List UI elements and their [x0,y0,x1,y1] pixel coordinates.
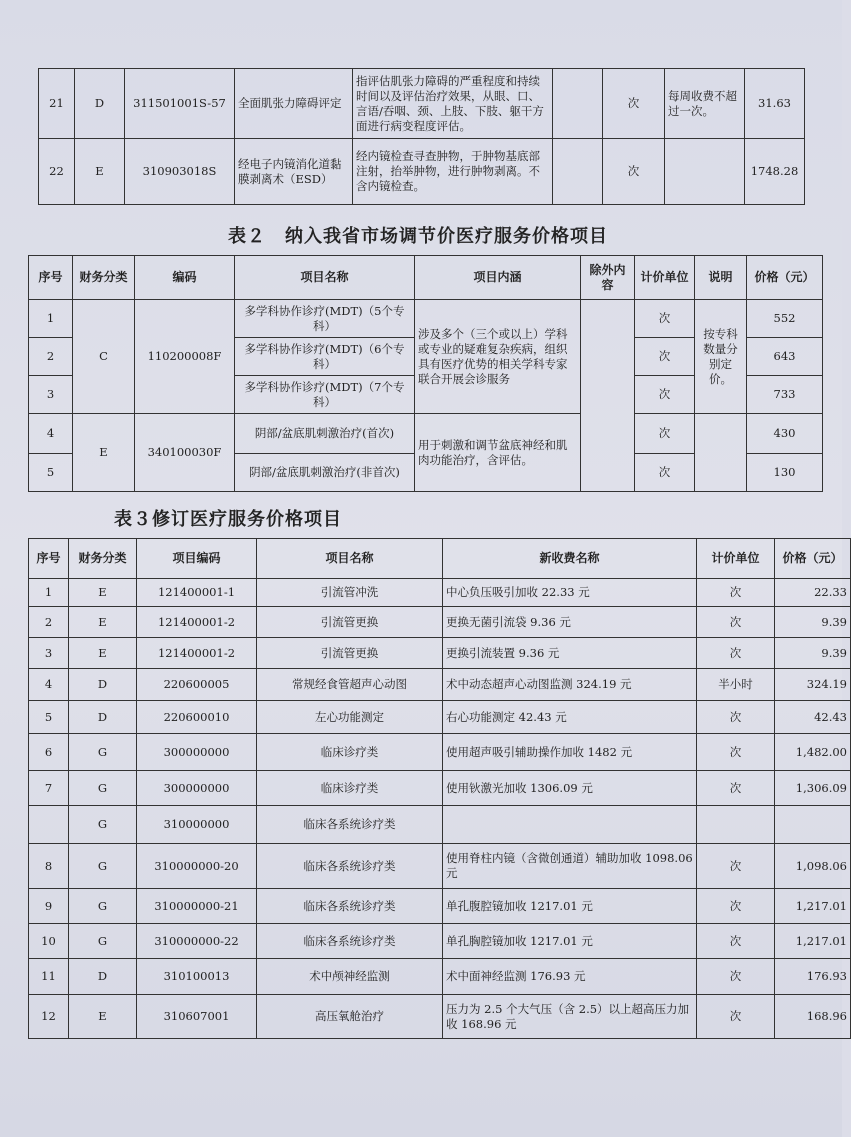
unit-cell [697,806,775,844]
table-row [29,889,851,924]
price-cell: 1,217.01 [775,924,851,959]
price-cell: 324.19 [775,669,851,701]
code-cell: 310100013 [137,959,257,995]
table-row [39,69,805,139]
table-row [29,995,851,1039]
name-cell: 左心功能测定 [257,701,443,734]
category-cell: C [73,300,135,414]
unit-cell: 次 [635,300,695,338]
header-unit: 计价单位 [635,256,695,300]
unit-cell: 次 [697,701,775,734]
table-1-continuation [38,68,805,205]
table-header-row [29,539,851,579]
table-row [29,806,851,844]
newfee-cell: 中心负压吸引加收 22.33 元 [443,579,697,607]
unit-cell: 次 [697,607,775,638]
price-cell: 1,482.00 [775,734,851,771]
seq-cell: 5 [29,454,73,492]
seq-cell: 1 [29,300,73,338]
price-cell [775,806,851,844]
category-cell: E [69,607,137,638]
seq-cell: 4 [29,414,73,454]
header-name: 项目名称 [235,256,415,300]
code-cell: 300000000 [137,734,257,771]
code-cell: 121400001-2 [137,638,257,669]
unit-cell: 次 [697,734,775,771]
header-code: 项目编码 [137,539,257,579]
code-cell: 310000000-22 [137,924,257,959]
seq-cell: 11 [29,959,69,995]
seq-cell: 3 [29,638,69,669]
price-cell: 1,217.01 [775,889,851,924]
name-cell: 临床各系统诊疗类 [257,924,443,959]
seq-cell: 9 [29,889,69,924]
price-cell: 9.39 [775,638,851,669]
exclude-cell [553,139,603,205]
seq-cell: 21 [39,69,75,139]
unit-cell: 次 [603,69,665,139]
category-cell: G [69,806,137,844]
code-cell: 220600005 [137,669,257,701]
seq-cell: 2 [29,338,73,376]
price-cell: 552 [747,300,823,338]
name-cell: 阴部/盆底肌刺激治疗(首次) [235,414,415,454]
content-cell: 指评估肌张力障碍的严重程度和持续时间以及评估治疗效果，从眼、口、言语/吞咽、颈、上肢、下肢、躯干方面进行病变程度评估。 [353,69,553,139]
table-3 [28,538,851,1039]
name-cell: 临床诊疗类 [257,771,443,806]
code-cell: 121400001-1 [137,579,257,607]
unit-cell: 次 [697,638,775,669]
table-row [29,701,851,734]
unit-cell: 次 [697,771,775,806]
category-cell: D [69,701,137,734]
category-cell: G [69,771,137,806]
code-cell: 311501001S-57 [125,69,235,139]
price-cell: 9.39 [775,607,851,638]
price-cell: 168.96 [775,995,851,1039]
unit-cell: 次 [603,139,665,205]
table-row [39,139,805,205]
table-2 [28,255,823,492]
table-row [29,669,851,701]
name-cell: 术中颅神经监测 [257,959,443,995]
table-2-title: 表２ 纳入我省市场调节价医疗服务价格项目 [228,226,608,247]
code-cell: 310000000-21 [137,889,257,924]
table-row [29,300,823,338]
table-row [29,414,823,454]
unit-cell: 次 [697,959,775,995]
unit-cell: 次 [635,338,695,376]
price-cell: 22.33 [775,579,851,607]
price-cell: 430 [747,414,823,454]
newfee-cell: 使用超声吸引辅助操作加收 1482 元 [443,734,697,771]
unit-cell: 次 [635,454,695,492]
header-content: 项目内涵 [415,256,581,300]
code-cell: 220600010 [137,701,257,734]
name-cell: 高压氧舱治疗 [257,995,443,1039]
exclude-cell [553,69,603,139]
header-exclude: 除外内容 [581,256,635,300]
unit-cell: 次 [635,414,695,454]
seq-cell: 7 [29,771,69,806]
price-cell: 1748.28 [745,139,805,205]
content-cell: 涉及多个（三个或以上）学科或专业的疑难复杂疾病，组织具有医疗优势的相关学科专家联合开展会诊服务 [415,300,581,414]
name-cell: 多学科协作诊疗(MDT)（6个专科） [235,338,415,376]
category-cell: D [69,669,137,701]
table-header-row [29,256,823,300]
name-cell: 经电子内镜消化道黏膜剥离术（ESD） [235,139,353,205]
name-cell: 临床诊疗类 [257,734,443,771]
table-row [29,844,851,889]
code-cell: 310000000-20 [137,844,257,889]
seq-cell: 1 [29,579,69,607]
newfee-cell: 使用脊柱内镜（含微创通道）辅助加收 1098.06 元 [443,844,697,889]
table-row [29,638,851,669]
code-cell: 121400001-2 [137,607,257,638]
unit-cell: 次 [697,924,775,959]
table-row [29,607,851,638]
header-seq: 序号 [29,539,69,579]
name-cell: 多学科协作诊疗(MDT)（7个专科） [235,376,415,414]
name-cell: 全面肌张力障碍评定 [235,69,353,139]
price-cell: 733 [747,376,823,414]
seq-cell: 12 [29,995,69,1039]
code-cell: 310607001 [137,995,257,1039]
name-cell: 临床各系统诊疗类 [257,889,443,924]
note-cell: 按专科数量分别定价。 [695,300,747,414]
newfee-cell: 单孔腹腔镜加收 1217.01 元 [443,889,697,924]
unit-cell: 次 [697,844,775,889]
seq-cell: 8 [29,844,69,889]
name-cell: 多学科协作诊疗(MDT)（5个专科） [235,300,415,338]
unit-cell: 次 [697,995,775,1039]
note-cell: 每周收费不超过一次。 [665,69,745,139]
name-cell: 阴部/盆底肌刺激治疗(非首次) [235,454,415,492]
unit-cell: 半小时 [697,669,775,701]
newfee-cell: 术中动态超声心动图监测 324.19 元 [443,669,697,701]
name-cell: 引流管更换 [257,607,443,638]
price-cell: 31.63 [745,69,805,139]
header-code: 编码 [135,256,235,300]
newfee-cell: 右心功能测定 42.43 元 [443,701,697,734]
newfee-cell: 术中面神经监测 176.93 元 [443,959,697,995]
price-cell: 1,306.09 [775,771,851,806]
unit-cell: 次 [697,889,775,924]
header-note: 说明 [695,256,747,300]
category-cell: G [69,889,137,924]
seq-cell: 6 [29,734,69,771]
note-cell [695,414,747,492]
code-cell: 310000000 [137,806,257,844]
unit-cell: 次 [635,376,695,414]
category-cell: E [75,139,125,205]
table-row [29,771,851,806]
category-cell: E [69,995,137,1039]
category-cell: D [75,69,125,139]
exclude-cell [581,300,635,492]
price-cell: 643 [747,338,823,376]
content-cell: 经内镜检查寻查肿物，于肿物基底部注射，抬举肿物，进行肿物剥离。不含内镜检查。 [353,139,553,205]
code-cell: 340100030F [135,414,235,492]
seq-cell: 5 [29,701,69,734]
newfee-cell: 更换引流装置 9.36 元 [443,638,697,669]
category-cell: E [69,638,137,669]
category-cell: E [73,414,135,492]
table-row [29,579,851,607]
category-cell: E [69,579,137,607]
price-cell: 176.93 [775,959,851,995]
name-cell: 临床各系统诊疗类 [257,806,443,844]
seq-cell: 22 [39,139,75,205]
unit-cell: 次 [697,579,775,607]
header-price: 价格（元） [747,256,823,300]
category-cell: G [69,924,137,959]
header-category: 财务分类 [69,539,137,579]
code-cell: 310903018S [125,139,235,205]
name-cell: 常规经食管超声心动图 [257,669,443,701]
seq-cell: 10 [29,924,69,959]
newfee-cell: 使用钬激光加收 1306.09 元 [443,771,697,806]
header-name: 项目名称 [257,539,443,579]
seq-cell: 3 [29,376,73,414]
header-seq: 序号 [29,256,73,300]
table-row [29,734,851,771]
content-cell: 用于刺激和调节盆底神经和肌肉功能治疗，含评估。 [415,414,581,492]
name-cell: 临床各系统诊疗类 [257,844,443,889]
newfee-cell: 压力为 2.5 个大气压（含 2.5）以上超高压力加收 168.96 元 [443,995,697,1039]
code-cell: 300000000 [137,771,257,806]
header-price: 价格（元） [775,539,851,579]
seq-cell: 2 [29,607,69,638]
header-category: 财务分类 [73,256,135,300]
newfee-cell: 更换无菌引流袋 9.36 元 [443,607,697,638]
header-newfee: 新收费名称 [443,539,697,579]
table-3-title: 表３修订医疗服务价格项目 [114,509,342,530]
category-cell: D [69,959,137,995]
table-row [29,959,851,995]
name-cell: 引流管更换 [257,638,443,669]
price-cell: 130 [747,454,823,492]
seq-cell: 4 [29,669,69,701]
price-cell: 42.43 [775,701,851,734]
category-cell: G [69,844,137,889]
category-cell: G [69,734,137,771]
header-unit: 计价单位 [697,539,775,579]
name-cell: 引流管冲洗 [257,579,443,607]
code-cell: 110200008F [135,300,235,414]
note-cell [665,139,745,205]
newfee-cell [443,806,697,844]
newfee-cell: 单孔胸腔镜加收 1217.01 元 [443,924,697,959]
seq-cell [29,806,69,844]
table-row [29,924,851,959]
price-cell: 1,098.06 [775,844,851,889]
